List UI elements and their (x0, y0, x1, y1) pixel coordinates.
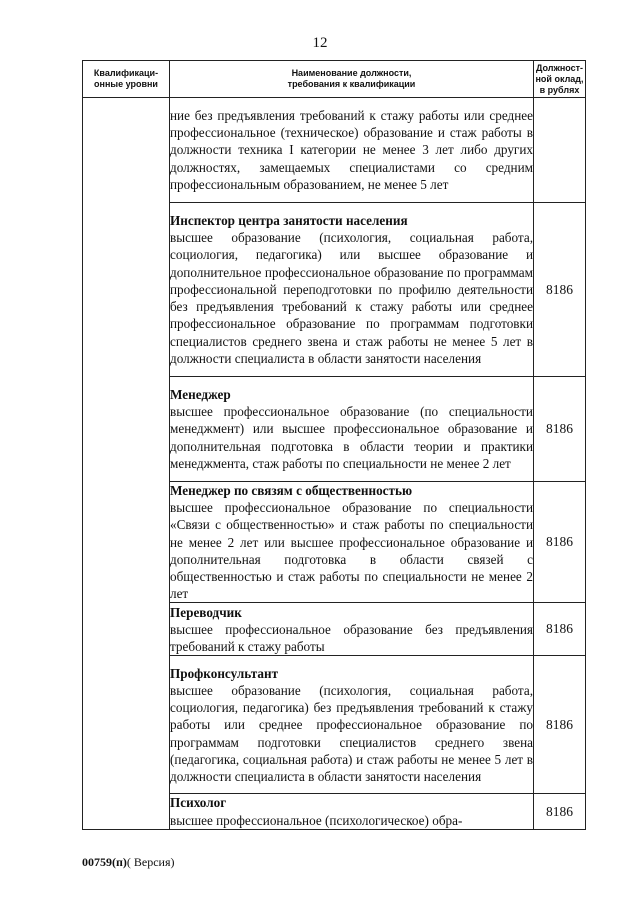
position-title: Менеджер (170, 386, 231, 402)
position-title: Менеджер по связям с общественностью (170, 483, 413, 498)
salary-cell-empty (534, 98, 586, 203)
position-requirements: высшее образование (психология, социальная работа, социология, педагогика) или высшее образование и дополнительное профессиональное образование по программам профессиональной переподготовки по профилю деятельности без предъявления требований к стажу работы или среднее профессиональное образование по программам подготовки специалистов среднего звена и стаж работы не менее 5 лет в должности специалиста в области занятости населения (170, 230, 533, 366)
position-requirements: высшее профессиональное образование без предъявления требований к стажу работы (170, 621, 533, 655)
salary-value: 8186 (534, 482, 586, 603)
salary-value: 8186 (534, 656, 586, 794)
header-qualification-levels: Квалификаци- онные уровни (83, 61, 170, 98)
document-footer (82, 855, 175, 870)
header-salary: Должност- ной оклад, в рублях (534, 61, 586, 98)
document-code: 00759(п) (82, 855, 127, 869)
header-position-requirements: Наименование должности, требования к квалификации (170, 61, 534, 98)
page-number: 12 (312, 35, 328, 51)
position-requirements: высшее образование (психология, социальная работа, социология, педагогика) без предъявления требований к стажу работы или среднее профессиональное образование по программам подготовки специалистов среднего звена (педагогика, социальная работа) и стаж работы не менее 5 лет в должности специалиста в области занятости населения (170, 682, 533, 784)
position-requirements: высшее профессиональное образование по специальности «Связи с общественностью» и стаж работы по специальности не менее 2 лет или высшее профессиональное образование и дополнительная подготовка в области связей с общественностью и стаж работы по специальности не менее 2 лет (170, 500, 533, 602)
position-cell (170, 603, 534, 656)
position-cell (170, 203, 534, 377)
qualification-level-cell (83, 98, 170, 830)
salary-value: 8186 (534, 203, 586, 377)
table-row-continuation (83, 98, 586, 203)
position-cell (170, 794, 534, 829)
position-title: Переводчик (170, 604, 242, 620)
document-version: ( Версия) (126, 855, 175, 869)
table-header-row (83, 61, 586, 98)
position-cell (170, 656, 534, 794)
continuation-text: ние без предъявления требований к стажу работы или среднее профессиональное (техническое) образование и стаж работы в должности техника I категории не менее 3 лет либо других должностях, замещаемых специалистами со средним профессиональным образованием, не менее 5 лет (170, 98, 534, 203)
position-cell (170, 377, 534, 482)
position-title: Психолог (170, 795, 227, 811)
position-requirements: высшее профессиональное образование (по специальности менеджмент) или высшее профессиональное образование и дополнительная подготовка в области теории и практики менеджмента, стаж работы по специальности не менее 2 лет (170, 404, 533, 471)
position-cell (170, 482, 534, 603)
salary-value: 8186 (534, 603, 586, 656)
qualification-table (82, 60, 586, 830)
position-title: Инспектор центра занятости населения (170, 213, 408, 229)
salary-value: 8186 (534, 377, 586, 482)
salary-value: 8186 (534, 794, 586, 829)
position-title: Профконсультант (170, 665, 279, 681)
position-requirements: высшее профессиональное (психологическое) обра- (170, 812, 463, 828)
